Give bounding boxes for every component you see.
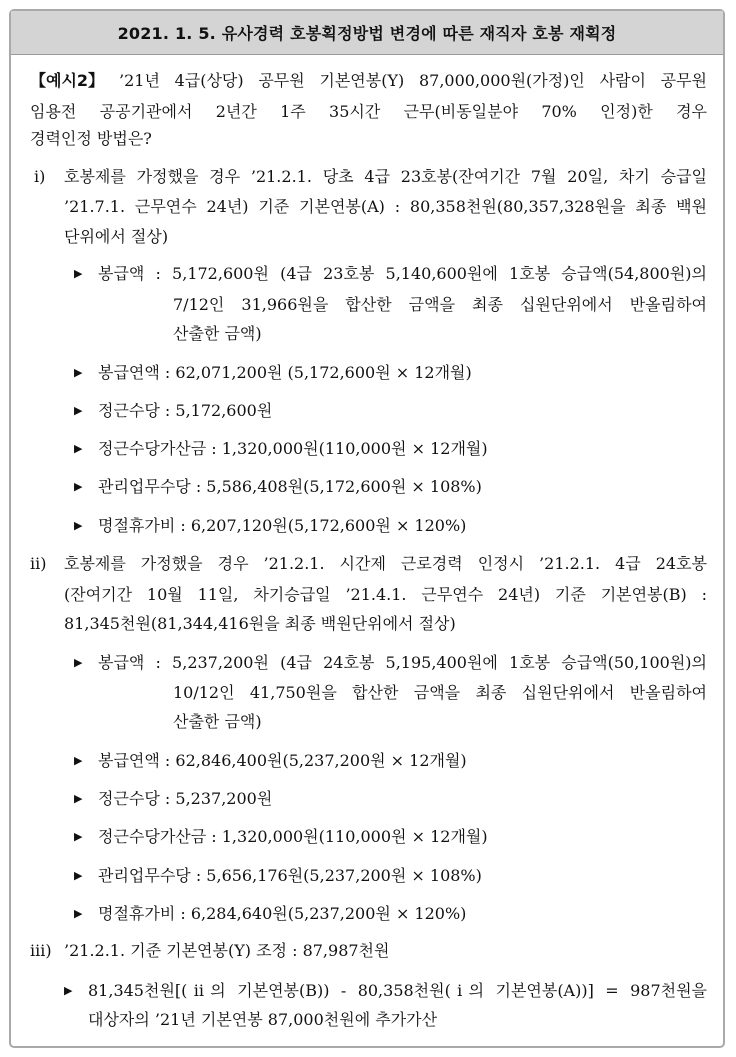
title-text: 2021. 1. 5. 유사경력 호봉획정방법 변경에 따른 재직자 호봉 재획정 xyxy=(117,24,617,43)
s1-item6: 명절휴가비 : 6,207,120원(5,172,600원 × 120%) xyxy=(98,516,467,535)
s1-item3: 정근수당 : 5,172,600원 xyxy=(98,401,273,420)
bullet-arrow-icon: ▶ xyxy=(74,519,83,532)
section2-line-2: (잔여기간 10월 11일, 차기승급일 ’21.4.1. 근무연수 24년) 기준 기본연봉(B) : xyxy=(64,585,707,604)
example-line-1: ’21년 4급(상당) 공무원 기본연봉(Y) 87,000,000원(가정)인 사람이 공무원 xyxy=(119,71,707,90)
bullet-arrow-icon: ▶ xyxy=(74,404,83,417)
section3-marker: ⅲ) xyxy=(30,941,52,960)
s1-item1-line-3: 산출한 금액) xyxy=(173,324,262,343)
s2-item1-line-2: 10/12인 41,750원을 합산한 금액을 최종 십원단위에서 반올림하여 xyxy=(173,683,707,702)
bullet-arrow-icon: ▶ xyxy=(74,754,83,767)
s2-item5: 관리업무수당 : 5,656,176원(5,237,200원 × 108%) xyxy=(98,866,482,885)
bullet-arrow-icon: ▶ xyxy=(74,366,83,379)
section1-line-3: 단위에서 절상) xyxy=(64,227,169,246)
section2-line-1: 호봉제를 가정했을 경우 ’21.2.1. 시간제 근로경력 인정시 ’21.2.1. 4급 24호봉 xyxy=(64,554,707,573)
s2-item1-line-3: 산출한 금액) xyxy=(173,712,262,731)
bullet-arrow-icon: ▶ xyxy=(74,442,83,455)
s1-item1-line-1: 봉급액 : 5,172,600원 (4급 23호봉 5,140,600원에 1호봉 승급액(54,800원)의 xyxy=(98,264,707,283)
bullet-arrow-icon: ▶ xyxy=(74,480,83,493)
section1-line-1: 호봉제를 가정했을 경우 ’21.2.1. 당초 4급 23호봉(잔여기간 7월 20일, 차기 승급일 xyxy=(64,167,707,186)
s2-item6: 명절휴가비 : 6,284,640원(5,237,200원 × 120%) xyxy=(98,904,467,923)
bullet-arrow-icon: ▶ xyxy=(64,984,73,997)
bullet-arrow-icon: ▶ xyxy=(74,267,83,280)
bullet-arrow-icon: ▶ xyxy=(74,830,83,843)
s1-item1-line-2: 7/12인 31,966원을 합산한 금액을 최종 십원단위에서 반올림하여 xyxy=(173,295,707,314)
s2-item3: 정근수당 : 5,237,200원 xyxy=(98,789,273,808)
example-line-2: 임용전 공공기관에서 2년간 1주 35시간 근무(비동일분야 70% 인정)한 경우 xyxy=(30,102,707,121)
bullet-arrow-icon: ▶ xyxy=(74,869,83,882)
section2-marker: ⅱ) xyxy=(30,554,47,573)
bullet-arrow-icon: ▶ xyxy=(74,656,83,669)
s1-item2: 봉급연액 : 62,071,200원 (5,172,600원 × 12개월) xyxy=(98,363,472,382)
section1-marker: ⅰ) xyxy=(34,167,46,186)
s3-item-line-1: 81,345천원[(ⅱ의 기본연봉(B)) - 80,358천원(ⅰ의 기본연봉(A))] = 987천원을 xyxy=(88,981,707,1000)
s3-item-line-2: 대상자의 ’21년 기본연봉 87,000천원에 추가가산 xyxy=(88,1010,438,1029)
example-line-3: 경력인정 방법은? xyxy=(30,129,152,148)
s1-item4: 정근수당가산금 : 1,320,000원(110,000원 × 12개월) xyxy=(98,439,488,458)
s1-item5: 관리업무수당 : 5,586,408원(5,172,600원 × 108%) xyxy=(98,477,482,496)
section1-line-2: ’21.7.1. 근무연수 24년) 기준 기본연봉(A) : 80,358천원(80,357,328원을 최종 백원 xyxy=(64,197,707,216)
s2-item1-line-1: 봉급액 : 5,237,200원 (4급 24호봉 5,195,400원에 1호봉 승급액(50,100원)의 xyxy=(98,653,707,672)
bullet-arrow-icon: ▶ xyxy=(74,907,83,920)
bullet-arrow-icon: ▶ xyxy=(74,792,83,805)
example-tag: 【예시2】 xyxy=(30,71,105,90)
section2-line-3: 81,345천원(81,344,416원을 최종 백원단위에서 절상) xyxy=(64,614,456,633)
s2-item2: 봉급연액 : 62,846,400원(5,237,200원 × 12개월) xyxy=(98,751,467,770)
s2-item4: 정근수당가산금 : 1,320,000원(110,000원 × 12개월) xyxy=(98,827,488,846)
document-title xyxy=(11,11,723,55)
section3-line-1: ’21.2.1. 기준 기본연봉(Y) 조정 : 87,987천원 xyxy=(64,941,390,960)
